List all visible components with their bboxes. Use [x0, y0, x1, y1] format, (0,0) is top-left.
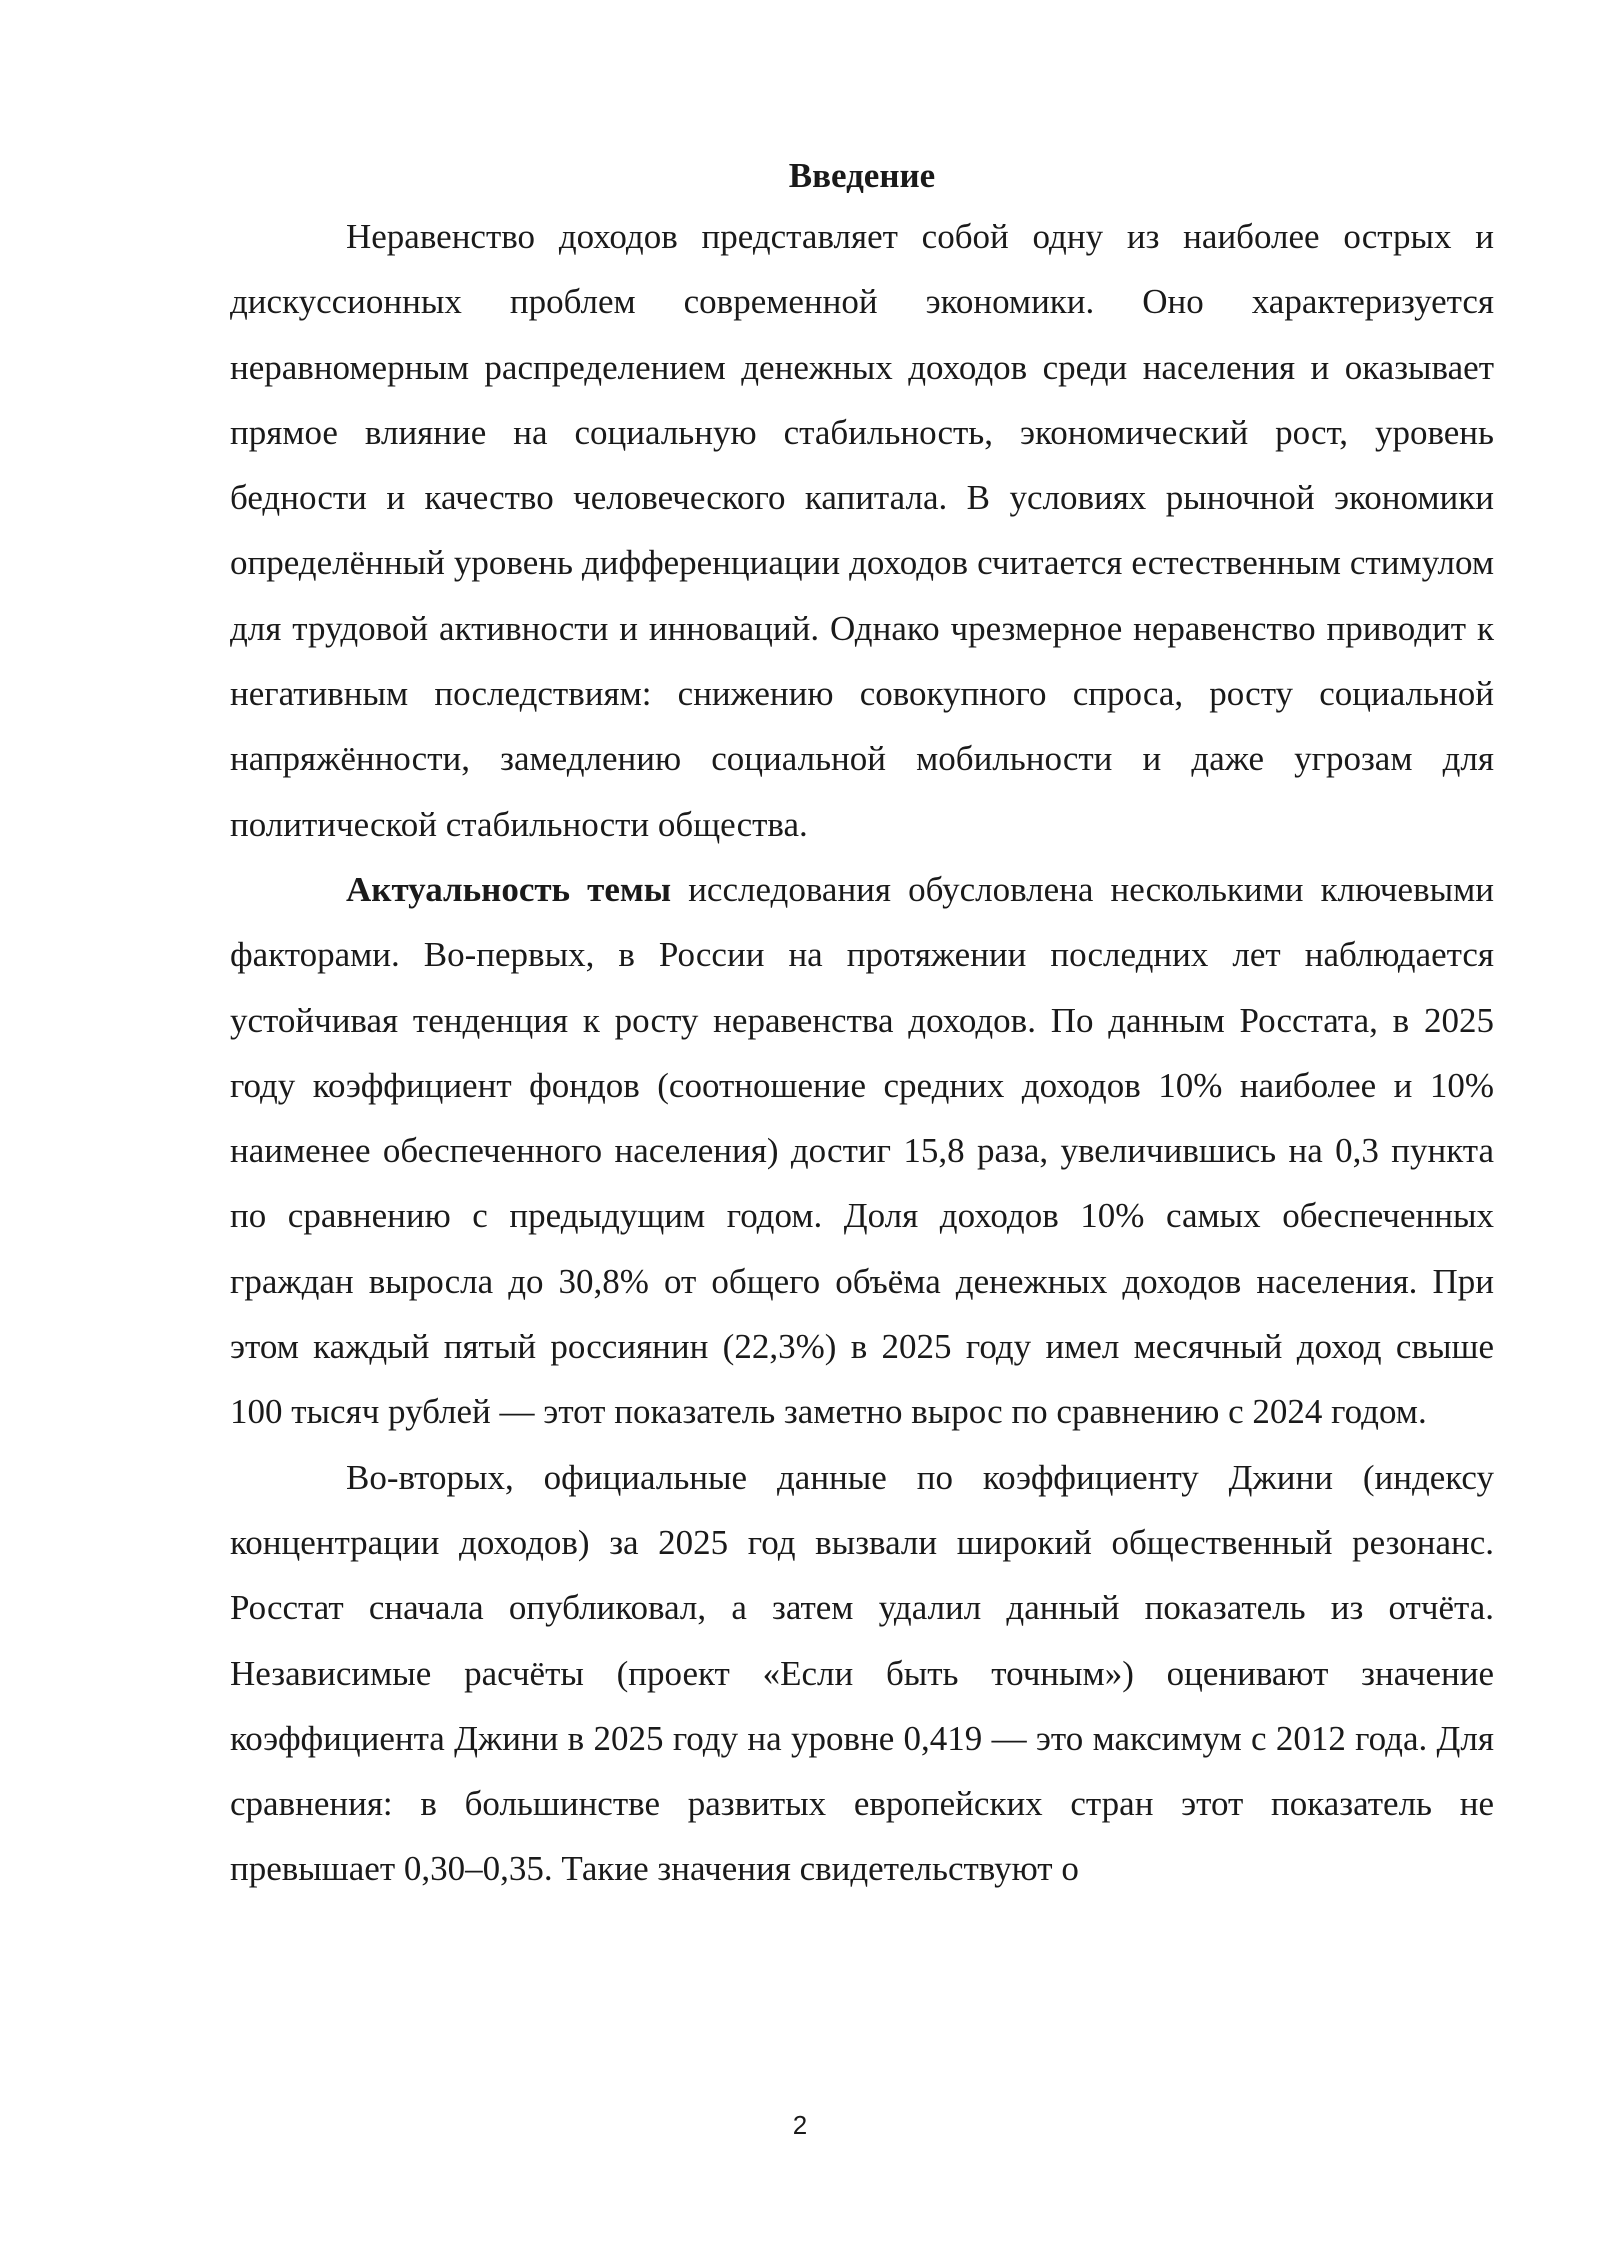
paragraph-lead-bold: Актуальность темы — [346, 869, 672, 909]
paragraph-text: Во-вторых, официальные данные по коэффициенту Джини (индексу концентрации доходов) за 2025 год вызвали широкий общественный резонанс. Росстат сначала опубликовал, а затем удалил данный показатель из отчёта. Независимые расчёты (проект «Если быть точным») оценивают значение коэффициента Джини в 2025 году на уровне 0,419 — это максимум с 2012 года. Для сравнения: в большинстве развитых европейских стран этот показатель не превышает 0,30–0,35. Такие значения свидетельствуют о — [230, 1457, 1494, 1889]
page-number: 2 — [792, 2110, 808, 2140]
paragraph-relevance — [230, 857, 1494, 1445]
section-heading: Введение — [788, 156, 936, 195]
paragraph-gini — [230, 1445, 1494, 1902]
paragraph-intro — [230, 204, 1494, 857]
paragraph-text: исследования обусловлена несколькими ключевыми факторами. Во-первых, в России на протяжении последних лет наблюдается устойчивая тенденция к росту неравенства доходов. По данным Росстата, в 2025 году коэффициент фондов (соотношение средних доходов 10% наиболее и 10% наименее обеспеченного населения) достиг 15,8 раза, увеличившись на 0,3 пункта по сравнению с предыдущим годом. Доля доходов 10% самых обеспеченных граждан выросла до 30,8% от общего объёма денежных доходов населения. При этом каждый пятый россиянин (22,3%) в 2025 году имел месячный доход свыше 100 тысяч рублей — этот показатель заметно вырос по сравнению с 2024 годом. — [230, 869, 1494, 1432]
page-content — [230, 148, 1494, 1902]
paragraph-text: Неравенство доходов представляет собой одну из наиболее острых и дискуссионных проблем современной экономики. Оно характеризуется неравномерным распределением денежных доходов среди населения и оказывает прямое влияние на социальную стабильность, экономический рост, уровень бедности и качество человеческого капитала. В условиях рыночной экономики определённый уровень дифференциации доходов считается естественным стимулом для трудовой активности и инноваций. Однако чрезмерное неравенство приводит к негативным последствиям: снижению совокупного спроса, росту социальной напряжённости, замедлению социальной мобильности и даже угрозам для политической стабильности общества. — [230, 217, 1494, 844]
